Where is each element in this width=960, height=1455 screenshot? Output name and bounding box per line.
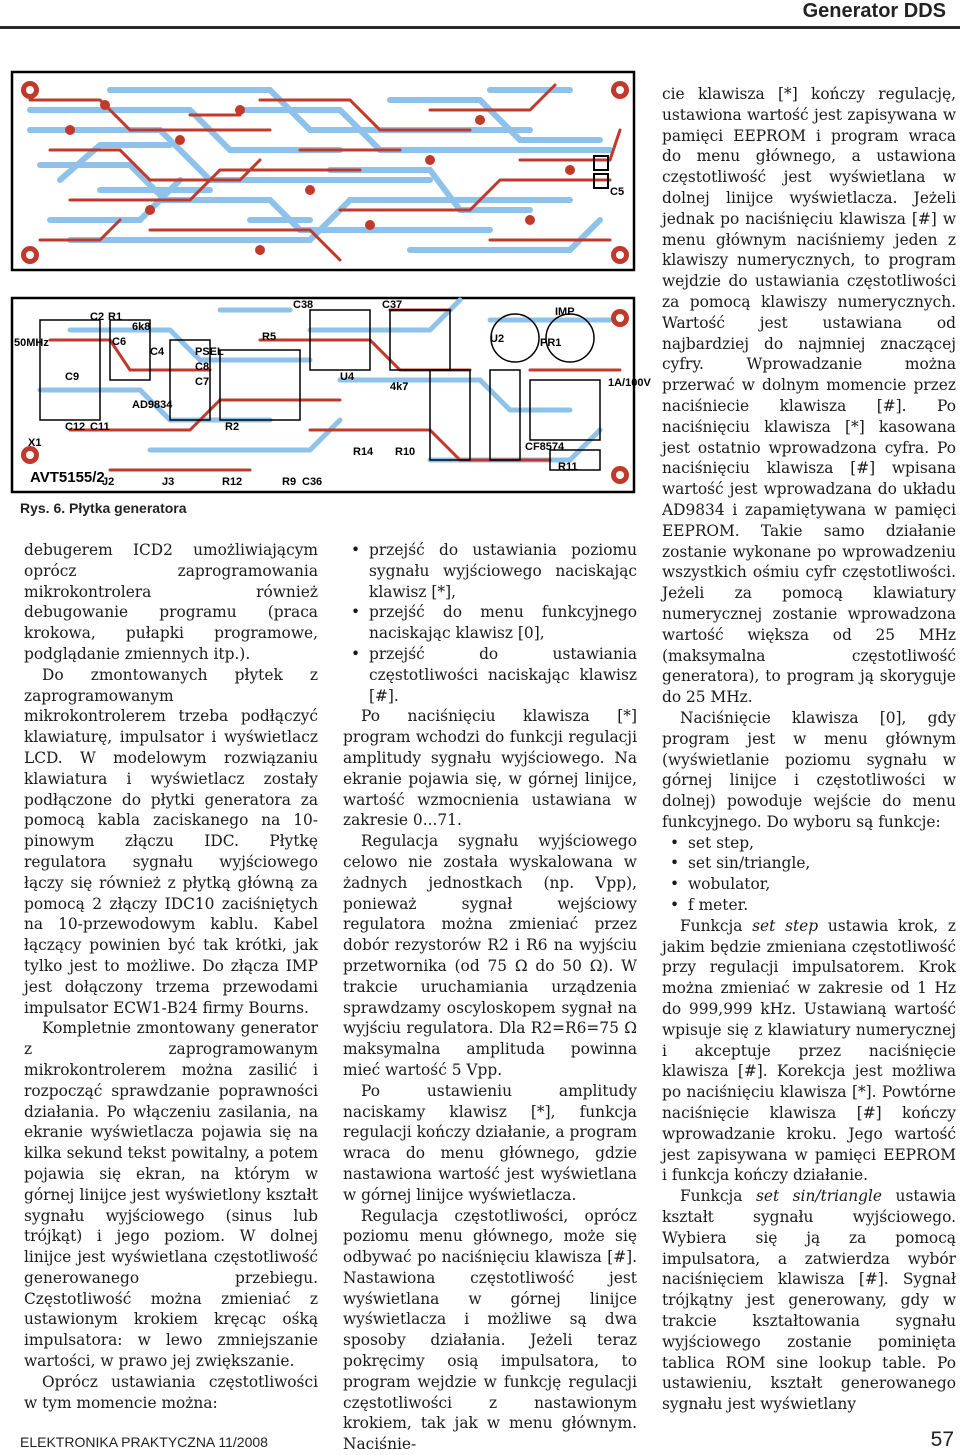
paragraph-lead: Funkcja xyxy=(680,917,752,935)
paragraph-text: ustawia krok, z jakim będzie zmieniana częstotliwość przy regulacji impulsatorem. Krok można zmieniać w zakresie od 1 Hz do 999,999 kHz. Ustawianą wartość wpisuje się z klawiatury numerycznej i akceptuje przez naciśnięcie klawisza [#]. Korekcja jest możliwa po naciśnięciu klawisza [*]. Powtórne naciśnięcie klawisza [#] kończy wprowadzanie kroku. Jego wartość jest zapisywana w pamięci EEPROM i funkcja kończy działanie. xyxy=(662,917,956,1185)
pcb-figure xyxy=(10,70,640,495)
pcb-label: C37 xyxy=(382,299,402,311)
pcb-label: IMP xyxy=(555,306,575,318)
pcb-label: C36 xyxy=(302,476,322,488)
pcb-label: 6k8 xyxy=(132,321,150,333)
paragraph-lead: Funkcja xyxy=(680,1187,756,1205)
paragraph: Naciśnięcie klawisza [0], gdy program jest w menu głównym (wyświetlanie poziomu sygnału w górnej linijce i częstotliwości w dolnej) powoduje wejście do menu funkcyjnego. Do wyboru są funkcje: xyxy=(662,708,956,833)
pcb-label: 1A/100V xyxy=(608,377,651,389)
page-header xyxy=(0,0,960,30)
paragraph xyxy=(662,1186,956,1415)
paragraph: debugerem ICD2 umożliwiającym oprócz zaprogramowania mikrokontrolera również debugowanie programu (praca krokowa, pułapki programowe, podglądanie zmiennych itp.). xyxy=(24,540,318,665)
pcb-label: C4 xyxy=(150,346,165,358)
option-list xyxy=(343,540,637,706)
list-item: • przejść do menu funkcyjnego naciskając klawisz [0], xyxy=(343,602,637,644)
page-number: 57 xyxy=(931,1428,954,1452)
paragraph xyxy=(662,916,956,1186)
paragraph: cie klawisza [*] kończy regulację, ustawiona wartość jest zapisywana w pamięci EEPROM i program wraca do menu głównego, a ustawiona częstotliwość jest wyświetlana w dolnej linijce wyświetlacza. Jeżeli jednak po naciśnięciu klawisza [#] w menu głównym naciśniemy jeden z klawiszy numerycznych, to program wejdzie do ustawiania częstotliwości za pomocą klawiszy numerycznych. Wartość jest ustawiana od najbardziej do najmniej znaczącej cyfry. Wprowadzanie można przerwać w dolnym momencie przez naciśniecie klawisza [#]. Po naciśnięciu klawisza [*] kasowana jest ostatnio wprowadzona cyfra. Po naciśnięciu klawisza [#] wpisana wartość jest wprowadzana do układu AD9834 i zapamiętywana w pamięci EEPROM. Takie samo działanie zostanie wykonane po wprowadzeniu wszystkich ośmiu cyfr częstotliwości. Jeżeli za pomocą klawiatury numerycznej zostanie wprowadzona wartość większa od 25 MHz (maksymalna częstotliwość generatora), to program ją skoryguje do 25 MHz. xyxy=(662,84,956,708)
figure-caption: Rys. 6. Płytka generatora xyxy=(20,500,187,516)
pcb-label: R1 xyxy=(108,311,122,323)
pcb-label: C7 xyxy=(195,376,209,388)
list-item: • przejść do ustawiania częstotliwości naciskając klawisz [#]. xyxy=(343,644,637,706)
pcb-label: C8 xyxy=(195,361,209,373)
paragraph: Kompletnie zmontowany generator z zaprogramowanym mikrokontrolerem można zasilić i rozpocząć sprawdzanie poprawności działania. Po włączeniu zasilania, na ekranie wyświetlacza pojawia się na kilka sekund tekst powitalny, a potem pojawia się ekran, na którym w górnej linijce jest wyświetlony kształt sygnału wyjściowego (sinus lub trójkąt) i jego poziom. W dolnej linijce jest wyświetlana częstotliwość generowanego przebiegu. Częstotliwość można zmieniać z ustawionym krokiem kręcąc ośką impulsatora: w lewo zmniejszanie wartości, w prawo jej zwiększanie. xyxy=(24,1018,318,1372)
pcb-label: R12 xyxy=(222,476,242,488)
list-item: • set sin/triangle, xyxy=(662,853,956,874)
pcb-label: R14 xyxy=(353,446,374,458)
text-column-3 xyxy=(662,84,956,1415)
pcb-label: R9 xyxy=(282,476,296,488)
paragraph: Regulacja częstotliwości, oprócz poziomu menu głównego, może się odbywać po naciśnięciu klawisza [#]. Nastawiona częstotliwość jest wyświetlana w górnej linijce wyświetlacza i możliwe są dwa sposoby działania. Jeżeli teraz pokręcimy osią impulsatora, to program wejdzie w funkcję regulacji częstotliwości z nastawionym krokiem, tak jak w menu głównym. Naciśnie- xyxy=(343,1206,637,1455)
list-item: • f meter. xyxy=(662,895,956,916)
pcb-label: AD9834 xyxy=(132,399,173,411)
text-column-1 xyxy=(24,540,318,1413)
pcb-label: J2 xyxy=(102,476,114,488)
text-column-2 xyxy=(343,540,637,1455)
pcb-label: R11 xyxy=(558,461,578,473)
pcb-layout-image xyxy=(10,70,640,495)
pcb-label: C12 xyxy=(65,421,85,433)
pcb-label: C38 xyxy=(293,299,313,311)
list-item: • przejść do ustawiania poziomu sygnału wyjściowego naciskając klawisz [*], xyxy=(343,540,637,602)
pcb-label: C5 xyxy=(610,186,624,198)
pcb-board-name: AVT5155/2 xyxy=(30,469,105,486)
pcb-label: C2 xyxy=(90,311,104,323)
pcb-label: J3 xyxy=(162,476,174,488)
function-list xyxy=(662,833,956,916)
paragraph: Po naciśnięciu klawisza [*] program wchodzi do funkcji regulacji amplitudy sygnału wyjściowego. Na ekranie pojawia się, w górnej linijce, wartość wzmocnienia ustawiana w zakresie 0...71. xyxy=(343,706,637,831)
pcb-label: 50MHz xyxy=(14,337,49,349)
paragraph: Regulacja sygnału wyjściowego celowo nie została wyskalowana w żadnych jednostkach (np. Vpp), ponieważ sygnał wejściowy regulatora można zmieniać przez dobór rezystorów R2 i R6 na wyjściu przetwornika (od 75 Ω do 50 Ω). W trakcie uruchamiania urządzenia sprawdzamy oscyloskopem sygnał na wyjściu regulatora. Dla R2=R6=75 Ω maksymalna amplituda powinna mieć wartość 5 Vpp. xyxy=(343,831,637,1081)
paragraph: Po ustawieniu amplitudy naciskamy klawisz [*], funkcja regulacji kończy działanie, a program wraca do menu głównego, gdzie nastawiona wartość jest wyświetlana w górnej linijce wyświetlacza. xyxy=(343,1081,637,1206)
pcb-label: R2 xyxy=(225,421,239,433)
pcb-label: U2 xyxy=(490,333,504,345)
header-rule xyxy=(0,26,960,29)
function-name: set sin/triangle xyxy=(756,1187,882,1205)
pcb-label: CF8574 xyxy=(525,441,565,453)
list-item: • wobulator, xyxy=(662,874,956,895)
function-name: set step xyxy=(752,917,818,935)
paragraph: Do zmontowanych płytek z zaprogramowanym mikrokontrolerem trzeba podłączyć klawiaturę, impulsator i wyświetlacz LCD. W modelowym rozwiązaniu klawiatura i wyświetlacz zostały podłączone do płytki generatora za pomocą kabla zaciskanego na 10-pinowym złączu IDC. Płytkę regulatora sygnału wyjściowego łączy się również z płytką główną za pomocą 2 złączy IDC10 zaciśniętych na 10-przewodowym kablu. Kabel łączący powinien być tak krótki, jak tylko jest to możliwe. Do złącza IMP jest dołączony trzema przewodami impulsator ECW1-B24 firmy Bourns. xyxy=(24,665,318,1019)
pcb-label: R10 xyxy=(395,446,415,458)
paragraph-text: ustawia kształt sygnału wyjściowego. Wybiera się ją za pomocą impulsatora, a zatwierdza wybór naciśnięciem klawisza [#]. Sygnał trójkątny jest generowany, gdy w trakcie kształtowania sygnału wyjściowego zostanie pominięta tablica ROM sine lookup table. Po ustawieniu, kształt generowanego sygnału jest wyświetlany xyxy=(662,1187,956,1413)
pcb-label: PSEL xyxy=(195,346,224,358)
pcb-label: PR1 xyxy=(540,337,561,349)
pcb-label: R5 xyxy=(262,331,276,343)
list-item: • set step, xyxy=(662,833,956,854)
pcb-label: C6 xyxy=(112,336,126,348)
magazine-footer: ELEKTRONIKA PRAKTYCZNA 11/2008 xyxy=(20,1434,268,1450)
pcb-label: C11 xyxy=(90,421,110,433)
section-title: Generator DDS xyxy=(803,0,946,23)
pcb-label: U4 xyxy=(340,371,355,383)
pcb-label: X1 xyxy=(28,437,41,449)
pcb-label: 4k7 xyxy=(390,381,408,393)
paragraph: Oprócz ustawiania częstotliwości w tym momencie można: xyxy=(24,1372,318,1414)
pcb-label: C9 xyxy=(65,371,79,383)
